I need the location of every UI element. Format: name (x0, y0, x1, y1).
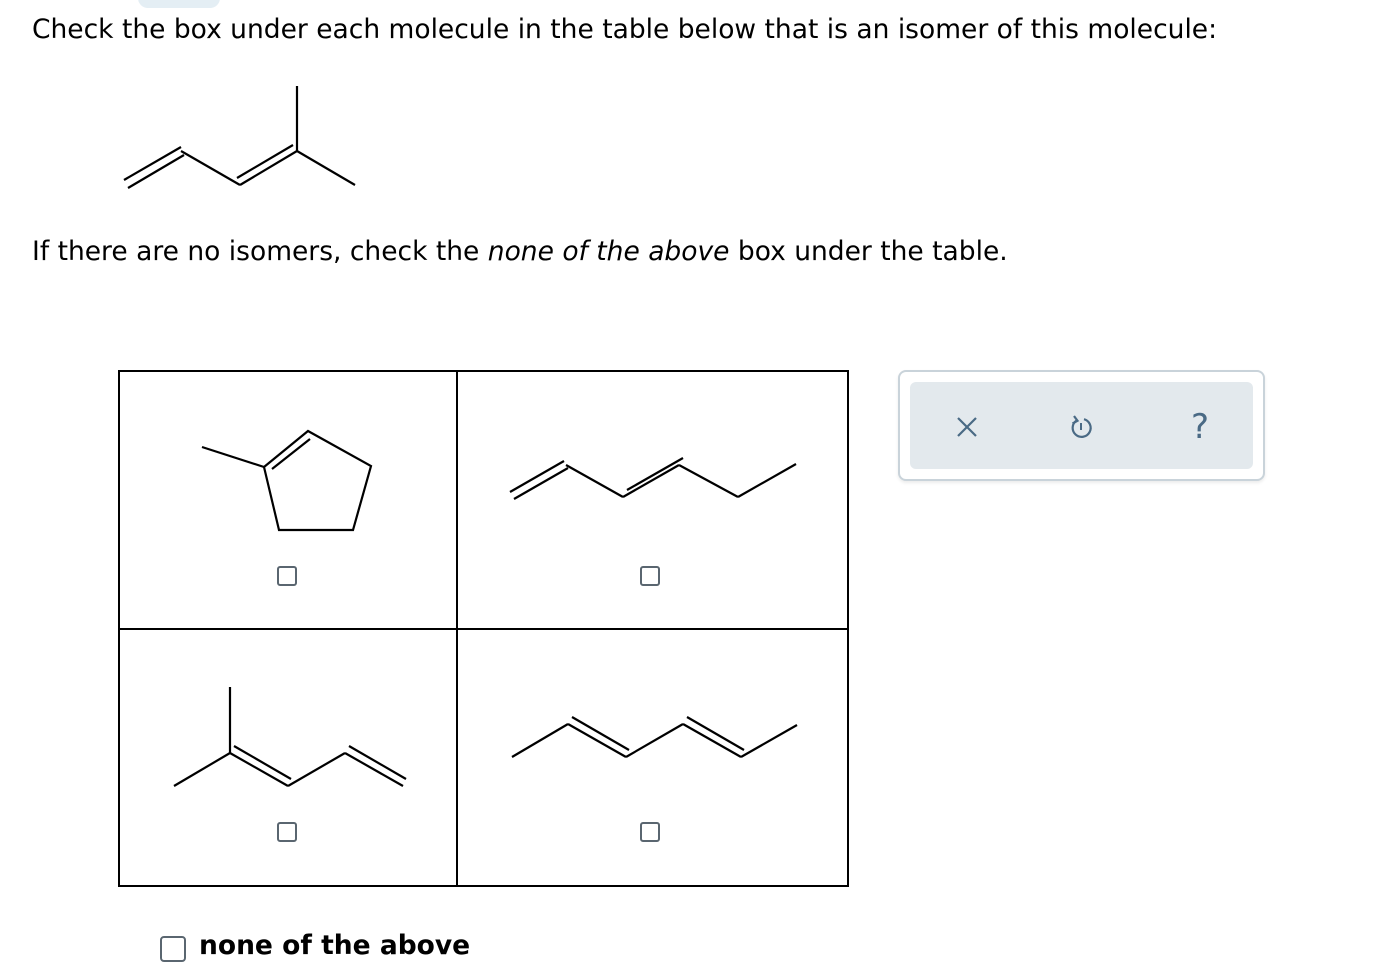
clear-button[interactable] (950, 410, 984, 444)
option-cell-1 (120, 372, 456, 628)
answer-table (118, 370, 849, 887)
question-prompt: Check the box under each molecule in the table below that is an isomer of this molecule: (32, 14, 1218, 45)
reference-molecule (120, 84, 360, 194)
option-cell-3 (120, 630, 456, 887)
close-icon (956, 416, 978, 438)
undo-icon (1068, 414, 1094, 440)
option-cell-4 (458, 630, 851, 887)
instruction-after: box under the table. (729, 236, 1008, 267)
option-checkbox-2[interactable] (640, 566, 660, 586)
option-checkbox-1[interactable] (277, 566, 297, 586)
option-molecule-4 (510, 718, 810, 768)
option-molecule-1 (200, 427, 380, 537)
help-button[interactable] (1183, 407, 1217, 447)
answer-toolbar (898, 370, 1265, 481)
top-tab (138, 0, 220, 8)
instruction-text (32, 236, 1008, 267)
option-checkbox-4[interactable] (640, 822, 660, 842)
none-of-the-above-label: none of the above (199, 930, 471, 961)
option-checkbox-3[interactable] (277, 822, 297, 842)
undo-button[interactable] (1064, 410, 1098, 444)
option-molecule-3 (172, 685, 412, 795)
instruction-emphasis: none of the above (487, 236, 730, 267)
help-icon: ? (1190, 407, 1210, 447)
none-of-the-above-checkbox[interactable] (160, 936, 186, 962)
option-cell-2 (458, 372, 851, 628)
option-molecule-2 (508, 457, 808, 507)
instruction-before: If there are no isomers, check the (32, 236, 488, 267)
toolbar-panel (910, 382, 1253, 469)
